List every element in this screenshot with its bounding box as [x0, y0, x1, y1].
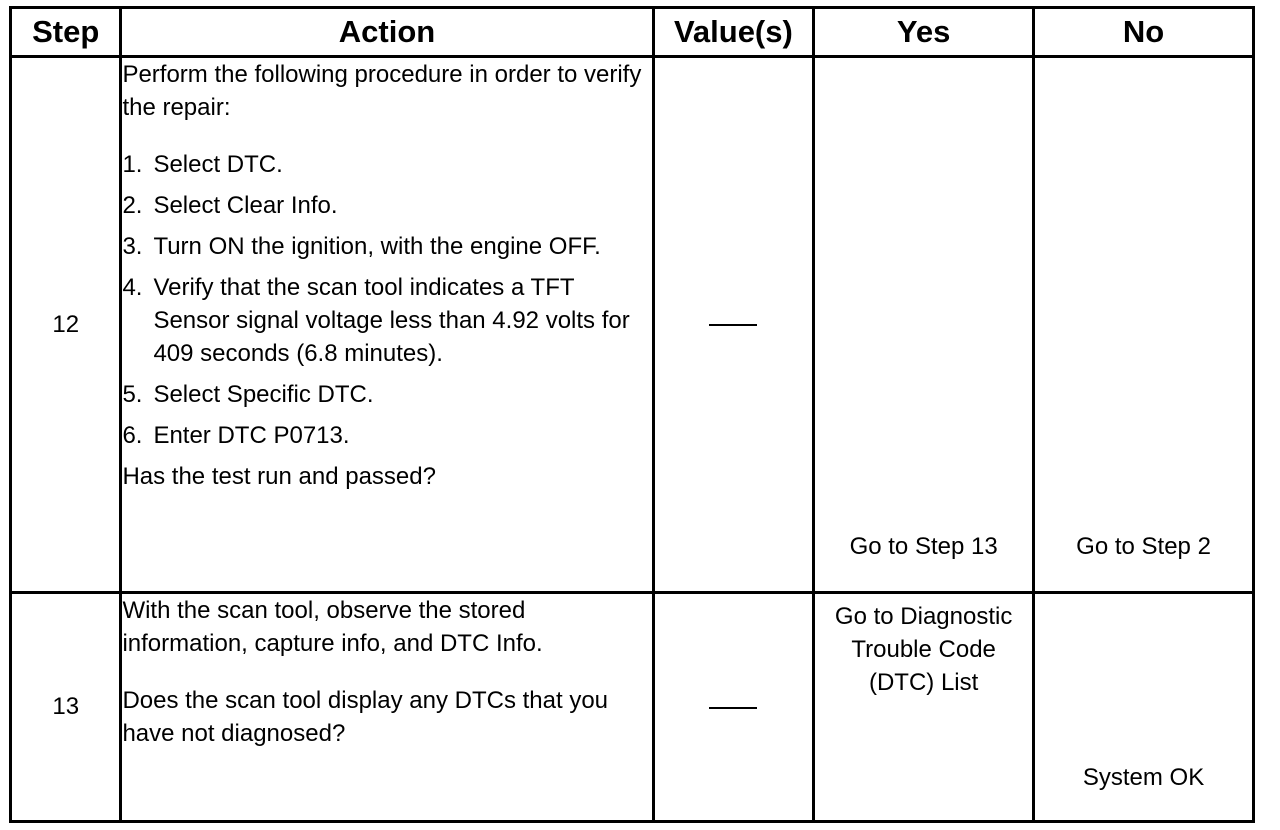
diagnostic-table-container	[9, 6, 1255, 823]
header-step: Step	[11, 8, 121, 57]
list-item-number: 6.	[122, 422, 143, 449]
action-question: Has the test run and passed?	[122, 463, 436, 490]
step-number: 12	[11, 57, 121, 593]
header-action: Action	[121, 8, 653, 57]
list-item	[122, 189, 651, 222]
list-item-text: Select Clear Info.	[153, 192, 338, 219]
em-dash-value	[709, 707, 757, 709]
list-item-text: Enter DTC P0713.	[153, 422, 350, 449]
no-cell	[1034, 593, 1254, 822]
list-item-number: 1.	[122, 151, 143, 178]
procedure-list	[122, 148, 651, 452]
list-item-text: Select Specific DTC.	[153, 381, 374, 408]
list-item	[122, 419, 651, 452]
yes-cell	[814, 57, 1034, 593]
header-yes: Yes	[814, 8, 1034, 57]
header-row	[11, 8, 1254, 57]
step-number: 13	[11, 593, 121, 822]
header-values: Value(s)	[653, 8, 814, 57]
yes-result-link[interactable]: Go to Step 13	[849, 533, 998, 560]
action-cell	[121, 57, 653, 593]
yes-result-link[interactable]: Go to Diagnostic Trouble Code (DTC) List	[834, 603, 1013, 696]
list-item	[122, 148, 651, 181]
table-row	[11, 57, 1254, 593]
list-item-number: 3.	[122, 233, 143, 260]
em-dash-value	[709, 324, 757, 326]
value-cell	[653, 593, 814, 822]
header-no: No	[1034, 8, 1254, 57]
list-item	[122, 271, 651, 370]
list-item	[122, 230, 651, 263]
list-item-text: Verify that the scan tool indicates a TFT Sensor signal voltage less than 4.92 volts for 409 seconds (6.8 minutes).	[153, 274, 630, 367]
list-item-number: 5.	[122, 381, 143, 408]
action-intro: Perform the following procedure in order to verify the repair:	[122, 61, 642, 121]
value-cell	[653, 57, 814, 593]
action-question: Does the scan tool display any DTCs that you have not diagnosed?	[122, 687, 609, 747]
list-item-number: 4.	[122, 274, 143, 301]
action-intro: With the scan tool, observe the stored information, capture info, and DTC Info.	[122, 597, 543, 657]
no-cell	[1034, 57, 1254, 593]
list-item-text: Select DTC.	[153, 151, 283, 178]
no-result-link[interactable]: System OK	[1082, 764, 1205, 791]
list-item-number: 2.	[122, 192, 143, 219]
diagnostic-table	[9, 6, 1255, 823]
list-item	[122, 378, 651, 411]
no-result-link[interactable]: Go to Step 2	[1076, 533, 1211, 560]
list-item-text: Turn ON the ignition, with the engine OFF.	[153, 233, 601, 260]
yes-cell	[814, 593, 1034, 822]
table-row	[11, 593, 1254, 822]
action-cell	[121, 593, 653, 822]
